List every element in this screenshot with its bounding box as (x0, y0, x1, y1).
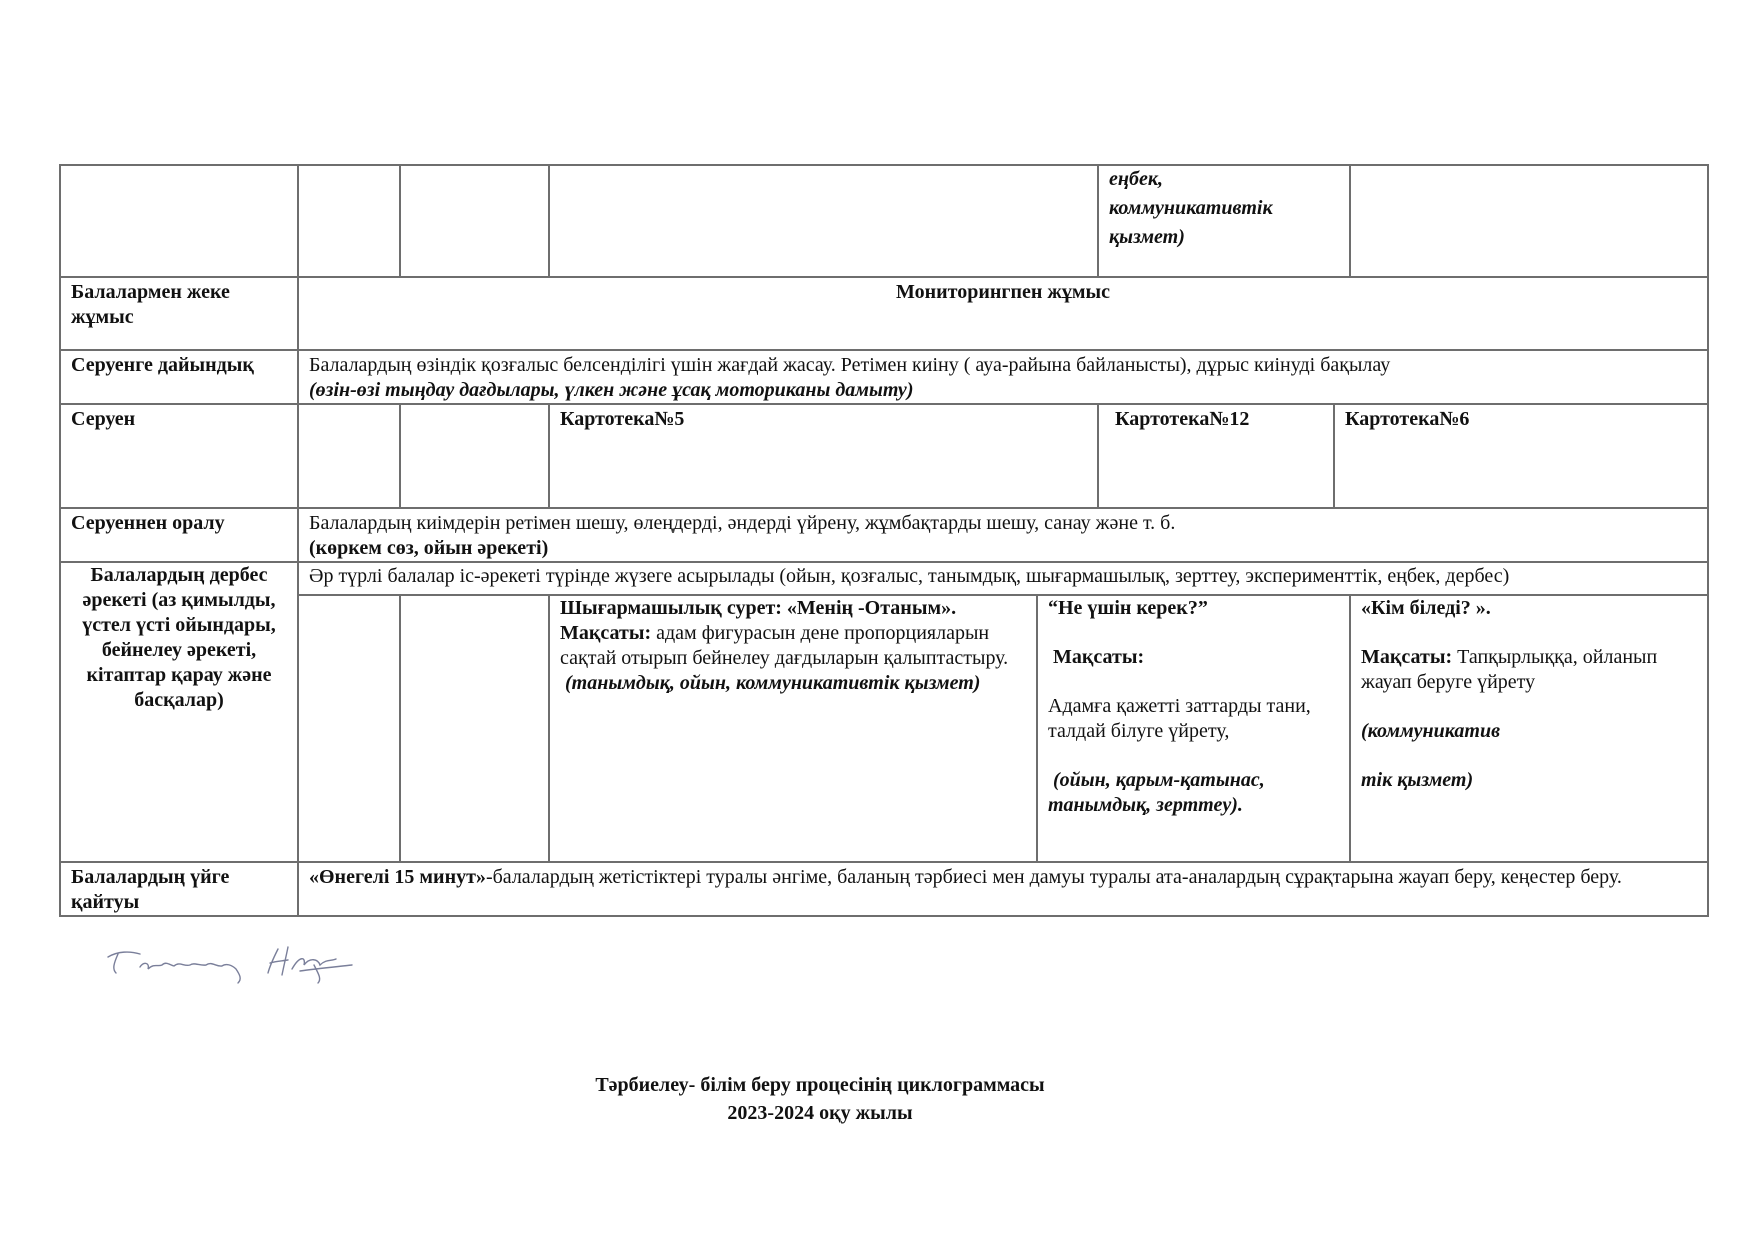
c4-goal (560, 621, 1026, 671)
going-home-cell (299, 863, 1707, 915)
c6-goal-label: Мақсаты: (1361, 646, 1453, 668)
walk-prep-text: Балалардың өзіндік қозғалыс белсенділігі үшін жағдай жасау. Ретімен киіну ( ауа-райына байланысты), дұрыс киінуді бақылау (309, 354, 1391, 376)
row0-line-1: еңбек, (1109, 168, 1163, 190)
c6-goal (1361, 645, 1697, 695)
walk-label: Серуен (71, 408, 136, 430)
going-home-text: -балалардың жетістіктері туралы әнгіме, баланың тәрбиесі мен дамуы туралы ата-аналардың сұрақтарына жауап беру, кеңестер беру. (485, 866, 1622, 888)
walk-card-5: Картотека№5 (560, 408, 685, 430)
footer-year: 2023-2024 оқу жылы (727, 1102, 913, 1124)
c6-note-1: (коммуникатив (1361, 720, 1501, 742)
individual-work-label: Балалармен жеке жұмыс (71, 281, 230, 328)
walk-prep-label: Серуенге дайындық (71, 354, 254, 376)
independent-label: Балалардың дербес әрекеті (аз қимылды, үстел үсті ойындары, бейнелеу әрекеті, кітаптар қарау және басқалар) (82, 564, 276, 711)
going-home-bold: «Өнегелі 15 минут» (309, 866, 486, 888)
c4-goal-label: Мақсаты: (560, 622, 652, 644)
return-label: Серуеннен оралу (71, 512, 225, 534)
c5-goal-label: Мақсаты: (1053, 646, 1145, 668)
walk-card-6: Картотека№6 (1345, 408, 1470, 430)
independent-c6 (1351, 596, 1707, 861)
c6-title: «Кім біледі? ». (1361, 597, 1491, 619)
row0-line-2: коммуникативтік (1109, 197, 1273, 219)
independent-c5 (1038, 596, 1349, 861)
row0-col5-cell (1099, 165, 1349, 275)
walk-prep-cell (299, 351, 1707, 403)
row0-line-3: қызмет) (1109, 226, 1185, 248)
c4-goal-text: адам фигурасын дене пропорцияларын сақтай отырып бейнелеу дағдыларын қалыптастыру. (560, 622, 1009, 669)
c4-note: (танымдық, ойын, коммуникативтік қызмет) (560, 672, 981, 694)
return-text: Балалардың киімдерін ретімен шешу, өлеңдерді, әндерді үйрену, жұмбақтарды шешу, санау және т. б. (309, 512, 1176, 534)
c5-title: “Не үшін керек?” (1048, 597, 1208, 619)
footer-title: Тәрбиелеу- білім беру процесінің циклограммасы (595, 1074, 1045, 1096)
c6-note-2: тік қызмет) (1361, 769, 1474, 791)
return-cell (299, 509, 1707, 561)
handwritten-signature (100, 935, 380, 985)
independent-summary: Әр түрлі балалар іс-әрекеті түрінде жүзеге асырылады (ойын, қозғалыс, танымдық, шығармашылық, зерттеу, эксперименттік, еңбек, дербес) (309, 565, 1510, 587)
going-home-label: Балалардың үйге қайтуы (71, 866, 230, 913)
c6-goal-text: Тапқырлыққа, ойланып жауап беруге үйрету (1361, 646, 1658, 693)
c5-note: (ойын, қарым-қатынас, танымдық, зерттеу). (1048, 769, 1270, 816)
independent-c4 (550, 596, 1036, 861)
return-note: (көркем сөз, ойын әрекеті) (309, 537, 549, 559)
walk-prep-note: (өзін-өзі тыңдау дағдылары, үлкен және ұсақ моториканы дамыту) (309, 379, 914, 401)
monitoring-cell: Мониторингпен жұмыс (895, 281, 1110, 303)
c5-text: Адамға қажетті заттарды тани, талдай білуге үйрету, (1048, 695, 1311, 742)
walk-card-12: Картотека№12 (1115, 408, 1250, 430)
c4-title: Шығармашылық сурет: «Менің -Отаным». (560, 597, 957, 619)
